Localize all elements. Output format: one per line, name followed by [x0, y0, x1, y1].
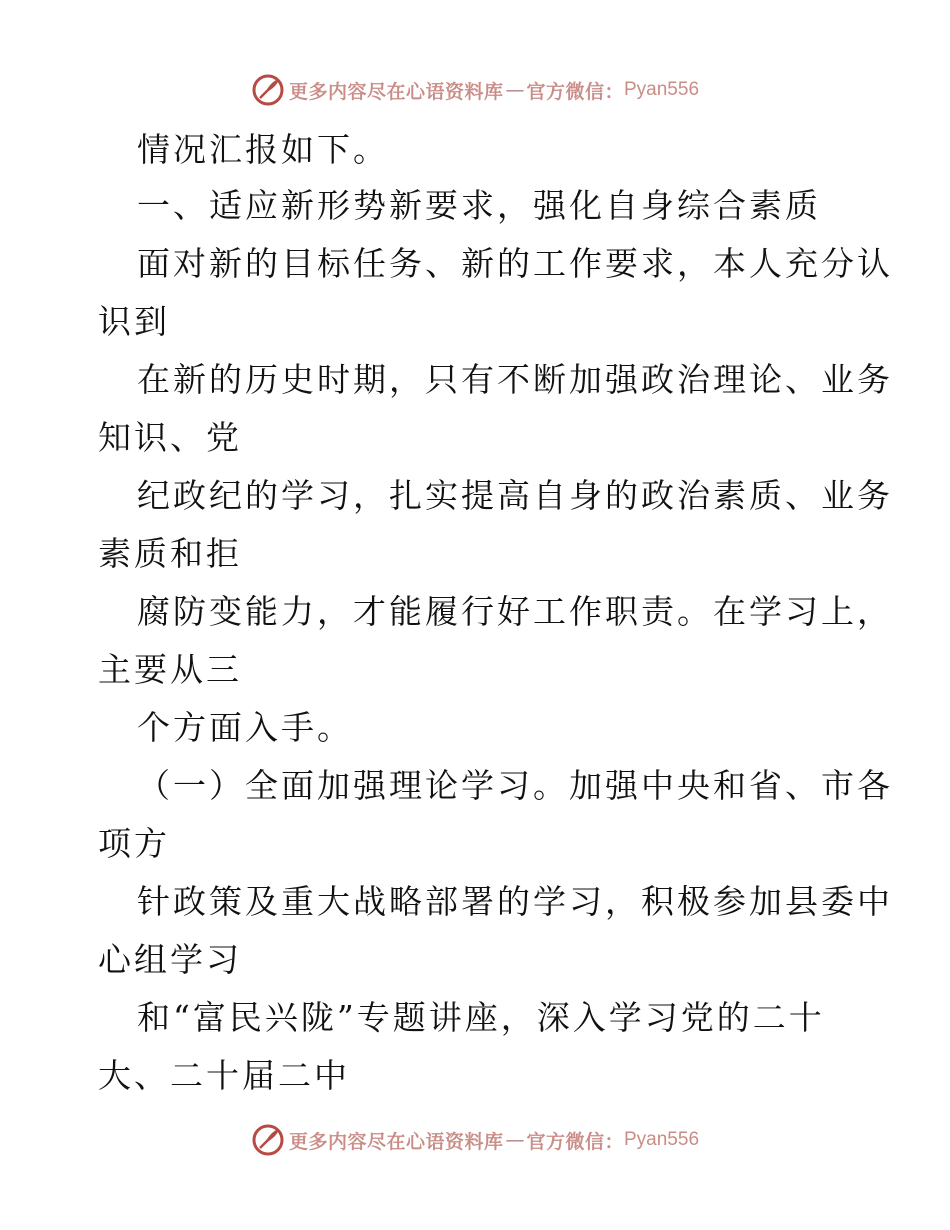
- body-line: 面对新的目标任务、新的工作要求，本人充分认: [137, 244, 893, 283]
- section-heading: 一、适应新形势新要求，强化自身综合素质: [137, 186, 821, 225]
- body-line: 项方: [98, 824, 170, 863]
- body-line: 知识、党: [98, 418, 242, 457]
- body-line: 在新的历史时期，只有不断加强政治理论、业务: [137, 360, 893, 399]
- body-line: 和“富民兴陇”专题讲座，深入学习党的二十: [137, 998, 825, 1037]
- body-line: 识到: [98, 302, 170, 341]
- body-line: 素质和拒: [98, 534, 242, 573]
- body-line: 腐防变能力，才能履行好工作职责。在学习上，: [137, 592, 893, 631]
- body-line: 纪政纪的学习，扎实提高自身的政治素质、业务: [137, 476, 893, 515]
- watermark-text: 更多内容尽在心语资料库: [288, 80, 504, 103]
- body-line: 主要从三: [98, 650, 242, 689]
- watermark-dash: —: [505, 1129, 525, 1151]
- body-line: 大、二十届二中: [98, 1056, 350, 1095]
- body-line: 针政策及重大战略部署的学习，积极参加县委中: [137, 882, 893, 921]
- watermark-id: Pyan556: [624, 79, 700, 100]
- watermark-text: 更多内容尽在心语资料库: [288, 1130, 504, 1153]
- quill-logo-icon: [251, 73, 285, 107]
- header-watermark: [0, 70, 950, 110]
- body-line: 心组学习: [98, 940, 242, 979]
- body-line: 个方面入手。: [137, 708, 353, 747]
- watermark-label: 官方微信：: [526, 80, 624, 103]
- body-line: 情况汇报如下。: [137, 130, 389, 169]
- watermark-dash: —: [505, 79, 525, 101]
- subsection-heading: （一）全面加强理论学习。加强中央和省、市各: [137, 766, 893, 805]
- quill-logo-icon: [251, 1123, 285, 1157]
- watermark-label: 官方微信：: [526, 1130, 624, 1153]
- watermark-id: Pyan556: [624, 1129, 700, 1150]
- footer-watermark: [0, 1120, 950, 1160]
